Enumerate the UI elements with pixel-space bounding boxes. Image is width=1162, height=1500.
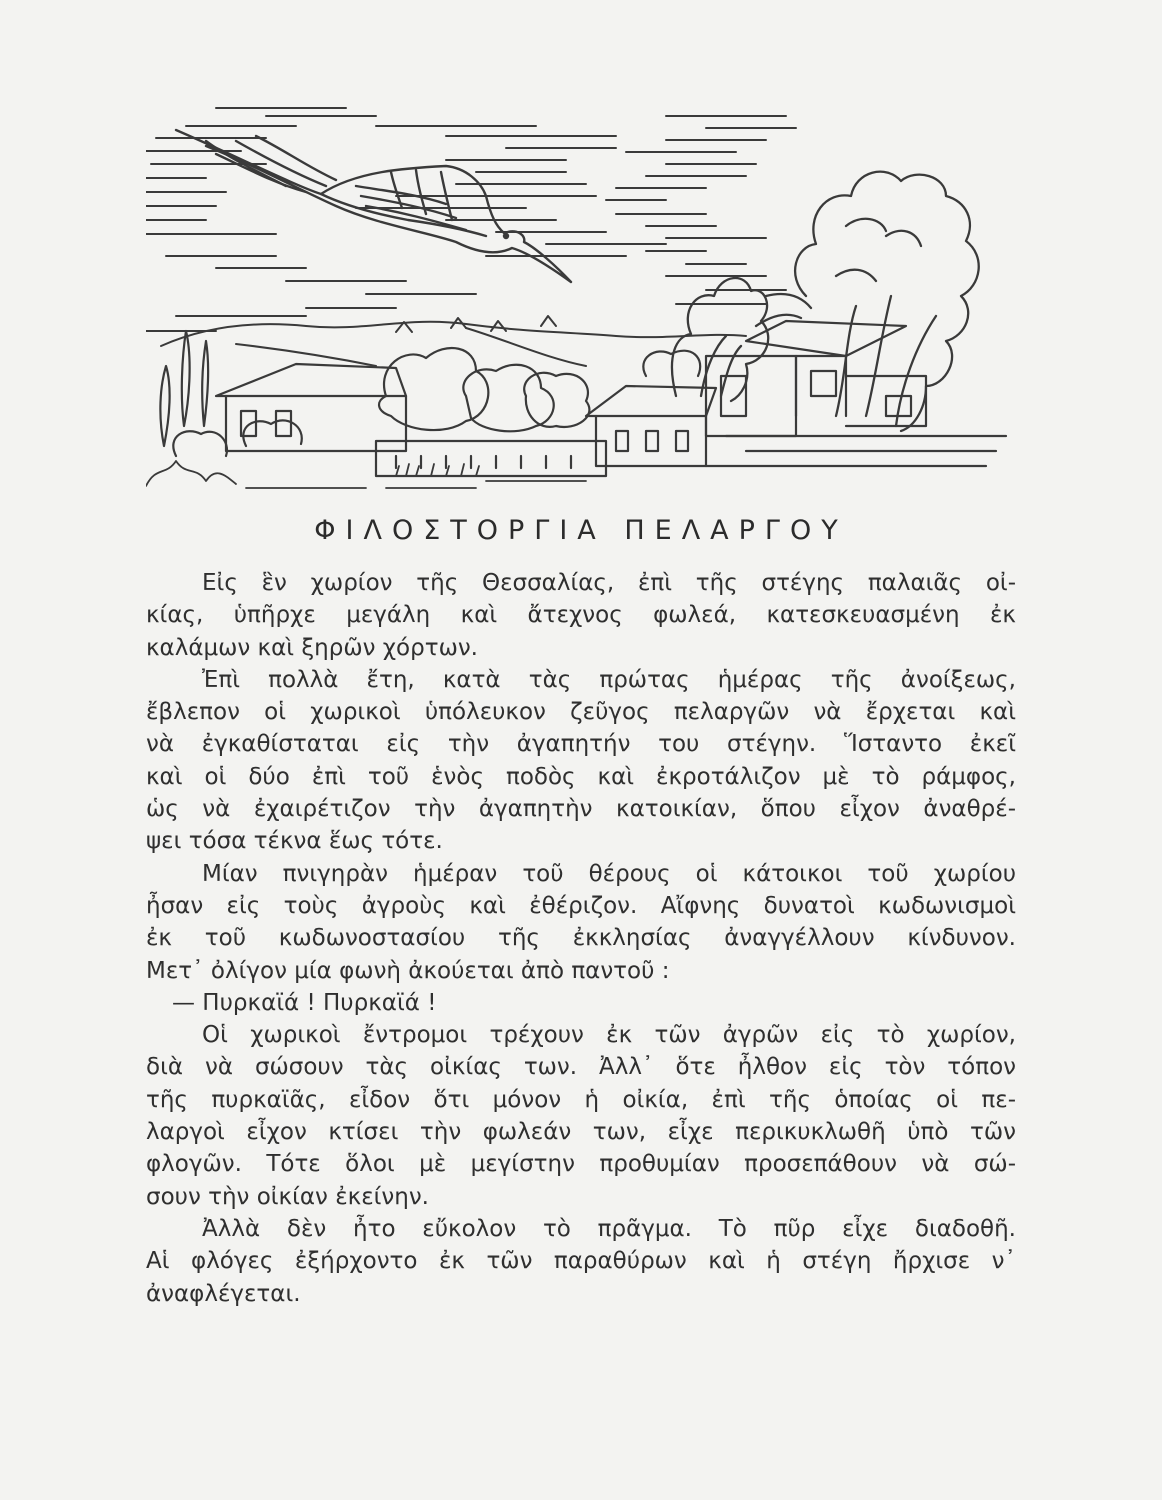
text-line: Ἀλλὰ δὲν ἦτο εὔκολον τὸ πρᾶγμα. Τὸ πῦρ εἶχε διαδοθῆ.: [202, 1215, 1016, 1242]
text-line: Ἐπὶ πολλὰ ἔτη, κατὰ τὰς πρώτας ἡμέρας τῆς ἀνοίξεως,: [202, 666, 1016, 693]
text-line: νὰ ἐγκαθίσταται εἰς τὴν ἀγαπητήν του στέγην. Ἵσταντο ἐκεῖ: [146, 731, 1016, 758]
text-line: καὶ οἱ δύο ἐπὶ τοῦ ἑνὸς ποδὸς καὶ ἐκροτάλιζον μὲ τὸ ράμφος,: [146, 763, 1016, 790]
hills: [161, 316, 746, 366]
text-line: Οἱ χωρικοὶ ἔντρομοι τρέχουν ἐκ τῶν ἀγρῶν εἰς τὸ χωρίον,: [202, 1022, 1016, 1049]
text-line: καλάμων καὶ ξηρῶν χόρτων.: [146, 634, 478, 661]
text-line: ἦσαν εἰς τοὺς ἀγροὺς καὶ ἐθέριζον. Αἴφνης δυνατοὶ κωδωνισμοὶ: [146, 892, 1016, 919]
body-text: [146, 567, 1016, 1310]
text-line: διὰ νὰ σώσουν τὰς οἰκίας των. Ἀλλ᾽ ὅτε ἦλθον εἰς τὸν τόπον: [146, 1054, 1016, 1081]
text-line: λαργοὶ εἶχον κτίσει τὴν φωλεάν των, εἶχε περικυκλωθῆ ὑπὸ τῶν: [146, 1119, 1016, 1146]
text-line: ὡς νὰ ἐχαιρέτιζον τὴν ἀγαπητὴν κατοικίαν, ὅπου εἶχον ἀναθρέ-: [146, 796, 1016, 823]
fire-smoke: [672, 172, 979, 431]
houses: [216, 321, 906, 476]
text-line: Εἰς ἓν χωρίον τῆς Θεσσαλίας, ἐπὶ τῆς στέγης παλαιᾶς οἰ-: [202, 570, 1016, 596]
text-line: ψει τόσα τέκνα ἕως τότε.: [146, 828, 443, 855]
text-line: φλογῶν. Τότε ὅλοι μὲ μεγίστην προθυμίαν προσεπάθουν νὰ σώ-: [146, 1151, 1016, 1178]
text-line: ἐκ τοῦ κωδωνοστασίου τῆς ἐκκλησίας ἀναγγέλλουν κίνδυνον.: [146, 925, 1016, 952]
text-line: κίας, ὑπῆρχε μεγάλη καὶ ἄτεχνος φωλεά, κατεσκευασμένη ἐκ: [146, 602, 1016, 629]
text-line: Μίαν πνιγηρὰν ἡμέραν τοῦ θέρους οἱ κάτοικοι τοῦ χωρίου: [202, 860, 1016, 887]
text-line: σουν τὴν οἰκίαν ἐκείνην.: [146, 1183, 429, 1210]
text-line: ἔβλεπον οἱ χωρικοὶ ὑπόλευκον ζεῦγος πελαργῶν νὰ ἔρχεται καὶ: [146, 699, 1016, 726]
cypress-trees: [160, 331, 208, 446]
page-title: ΦΙΛΟΣΤΟΡΓΙΑ ΠΕΛΑΡΓΟΥ: [314, 515, 848, 546]
text-line: Αἱ φλόγες ἐξήρχοντο ἐκ τῶν παραθύρων καὶ ἡ στέγη ἤρχισε ν᾽: [146, 1248, 1016, 1275]
text-line: τῆς πυρκαϊᾶς, εἶδον ὅτι μόνον ἡ οἰκία, ἐπὶ τῆς ὁποίας οἱ πε-: [146, 1086, 1016, 1113]
burning-house: [706, 356, 1006, 466]
stork-village-fire-illustration: [146, 96, 1016, 491]
stork-figure: [176, 130, 571, 282]
text-line: ἀναφλέγεται.: [146, 1280, 301, 1307]
text-line: — Πυρκαϊά ! Πυρκαϊά !: [172, 989, 437, 1016]
text-line: Μετ᾽ ὀλίγον μία φωνὴ ἀκούεται ἀπὸ παντοῦ :: [146, 957, 670, 984]
round-trees: [173, 348, 700, 456]
